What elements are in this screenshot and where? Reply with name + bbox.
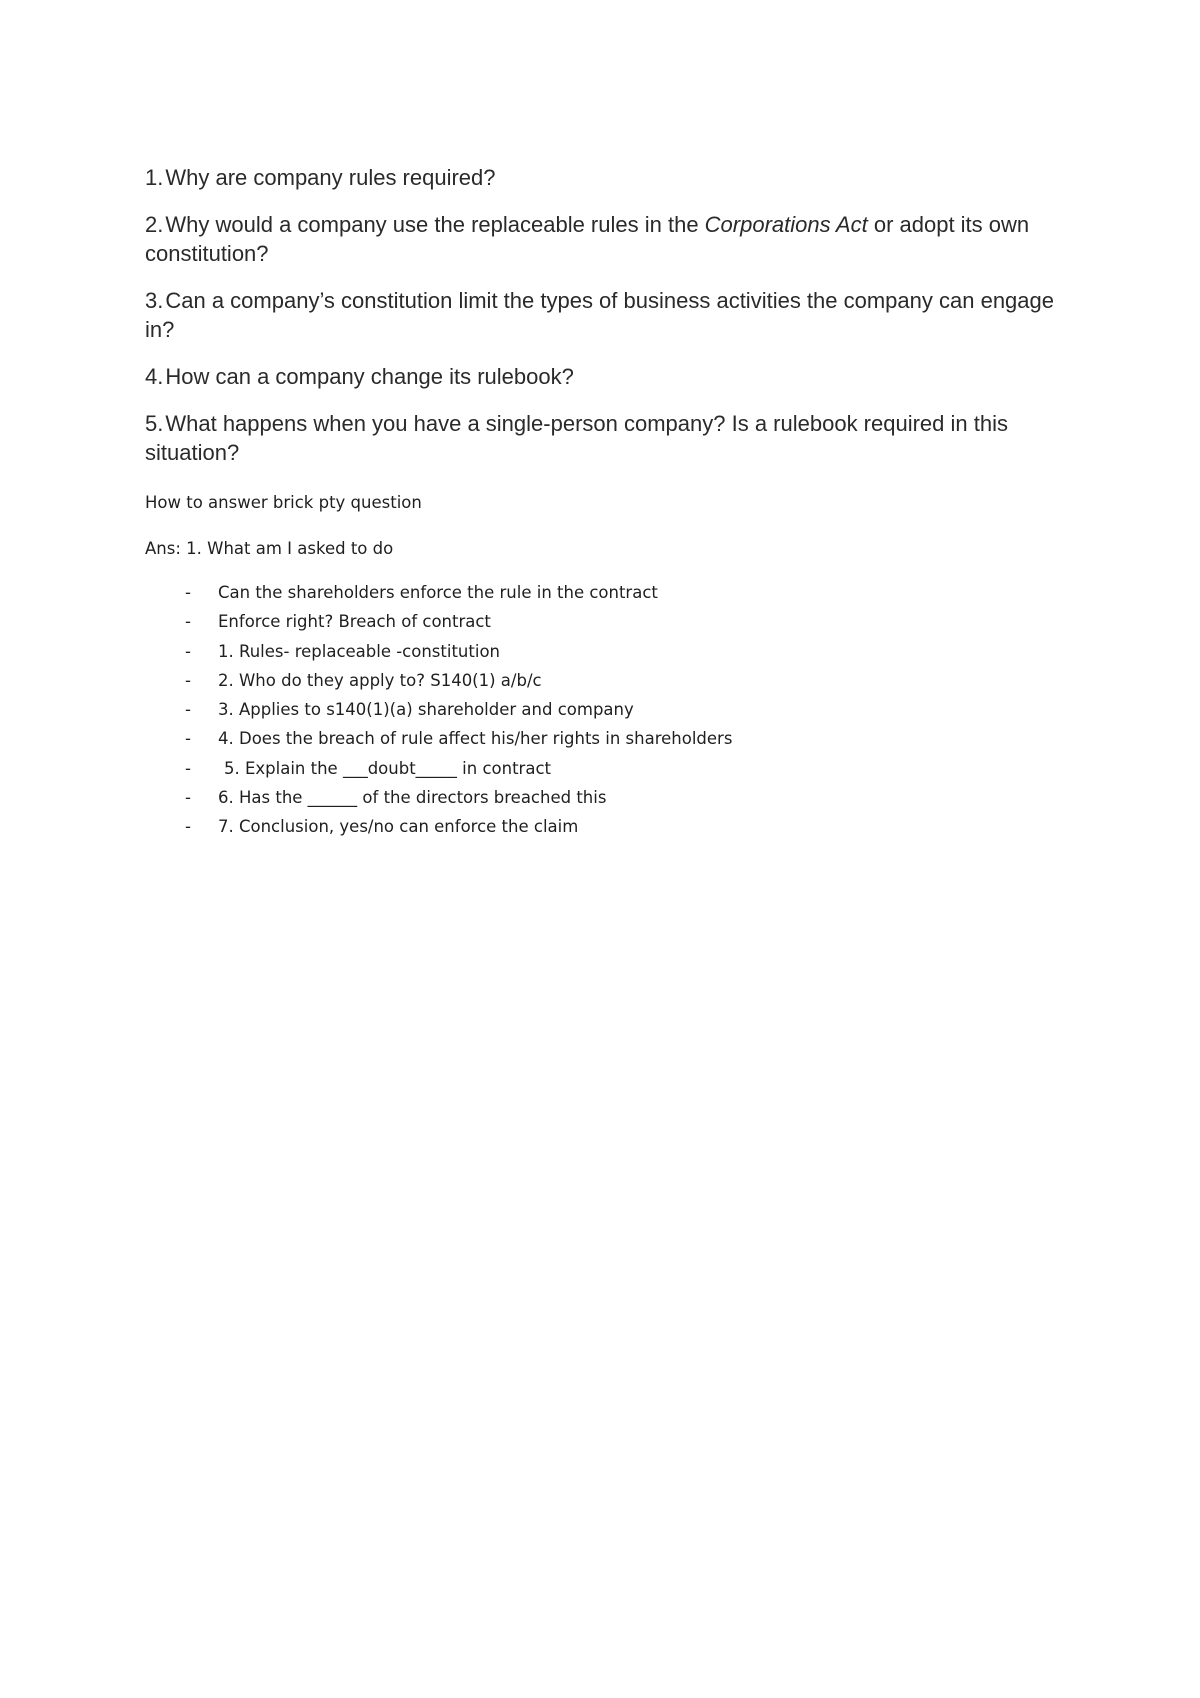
bullet-dash: -	[185, 641, 191, 661]
step-list	[145, 578, 1075, 842]
step-text: 3. Applies to s140(1)(a) shareholder and company	[218, 700, 634, 720]
bullet-dash: -	[185, 670, 191, 690]
question-text: Why would a company use the replaceable rules in the	[165, 212, 705, 237]
bullet-dash: -	[185, 612, 191, 632]
question-text-end: or adopt its own constitution?	[145, 212, 1030, 266]
bullet-dash: -	[185, 700, 191, 720]
list-item	[145, 578, 1075, 607]
question-number: 1.	[145, 165, 164, 190]
question-5	[145, 409, 1075, 467]
question-3	[145, 286, 1075, 344]
list-item	[145, 666, 1075, 695]
question-text: How can a company change its rulebook?	[165, 364, 574, 389]
bullet-dash: -	[185, 817, 191, 837]
question-1	[145, 163, 1075, 192]
question-number: 4.	[145, 364, 164, 389]
question-number: 3.	[145, 288, 164, 313]
bullet-dash: -	[185, 583, 191, 602]
question-list	[145, 163, 1075, 485]
bullet-dash: -	[185, 758, 191, 778]
step-text: 7. Conclusion, yes/no can enforce the claim	[218, 817, 579, 837]
question-number: 5.	[145, 411, 164, 436]
step-text: 5. Explain the ___doubt_____ in contract	[224, 758, 551, 778]
notes-heading: How to answer brick pty question	[145, 493, 422, 512]
question-text: Can a company’s constitution limit the types of business activities the company can engage in?	[145, 288, 1054, 342]
act-title: Corporations Act	[704, 212, 868, 237]
question-2	[145, 210, 1075, 268]
step-text: 4. Does the breach of rule affect his/her rights in shareholders	[218, 729, 733, 749]
step-text: 1. Rules- replaceable -constitution	[218, 641, 500, 661]
answer-notes	[145, 488, 1075, 842]
step-text: 2. Who do they apply to? S140(1) a/b/c	[218, 670, 542, 690]
list-item	[145, 783, 1075, 812]
list-item	[145, 812, 1075, 841]
bullet-dash: -	[185, 729, 191, 749]
step-text: Enforce right? Breach of contract	[218, 612, 491, 632]
list-item	[145, 724, 1075, 753]
question-text: What happens when you have a single-person company? Is a rulebook required in this situation?	[145, 411, 1008, 465]
list-item	[145, 607, 1075, 636]
list-item	[145, 637, 1075, 666]
step-text: 6. Has the ______ of the directors breached this	[218, 788, 607, 808]
answer-label: Ans: 1. What am I asked to do	[145, 539, 394, 558]
question-4	[145, 362, 1075, 391]
step-text: Can the shareholders enforce the rule in the contract	[218, 583, 658, 602]
question-number: 2.	[145, 212, 164, 237]
list-item	[145, 695, 1075, 724]
question-text: Why are company rules required?	[165, 165, 496, 190]
bullet-dash: -	[185, 788, 191, 808]
list-item	[145, 754, 1075, 783]
